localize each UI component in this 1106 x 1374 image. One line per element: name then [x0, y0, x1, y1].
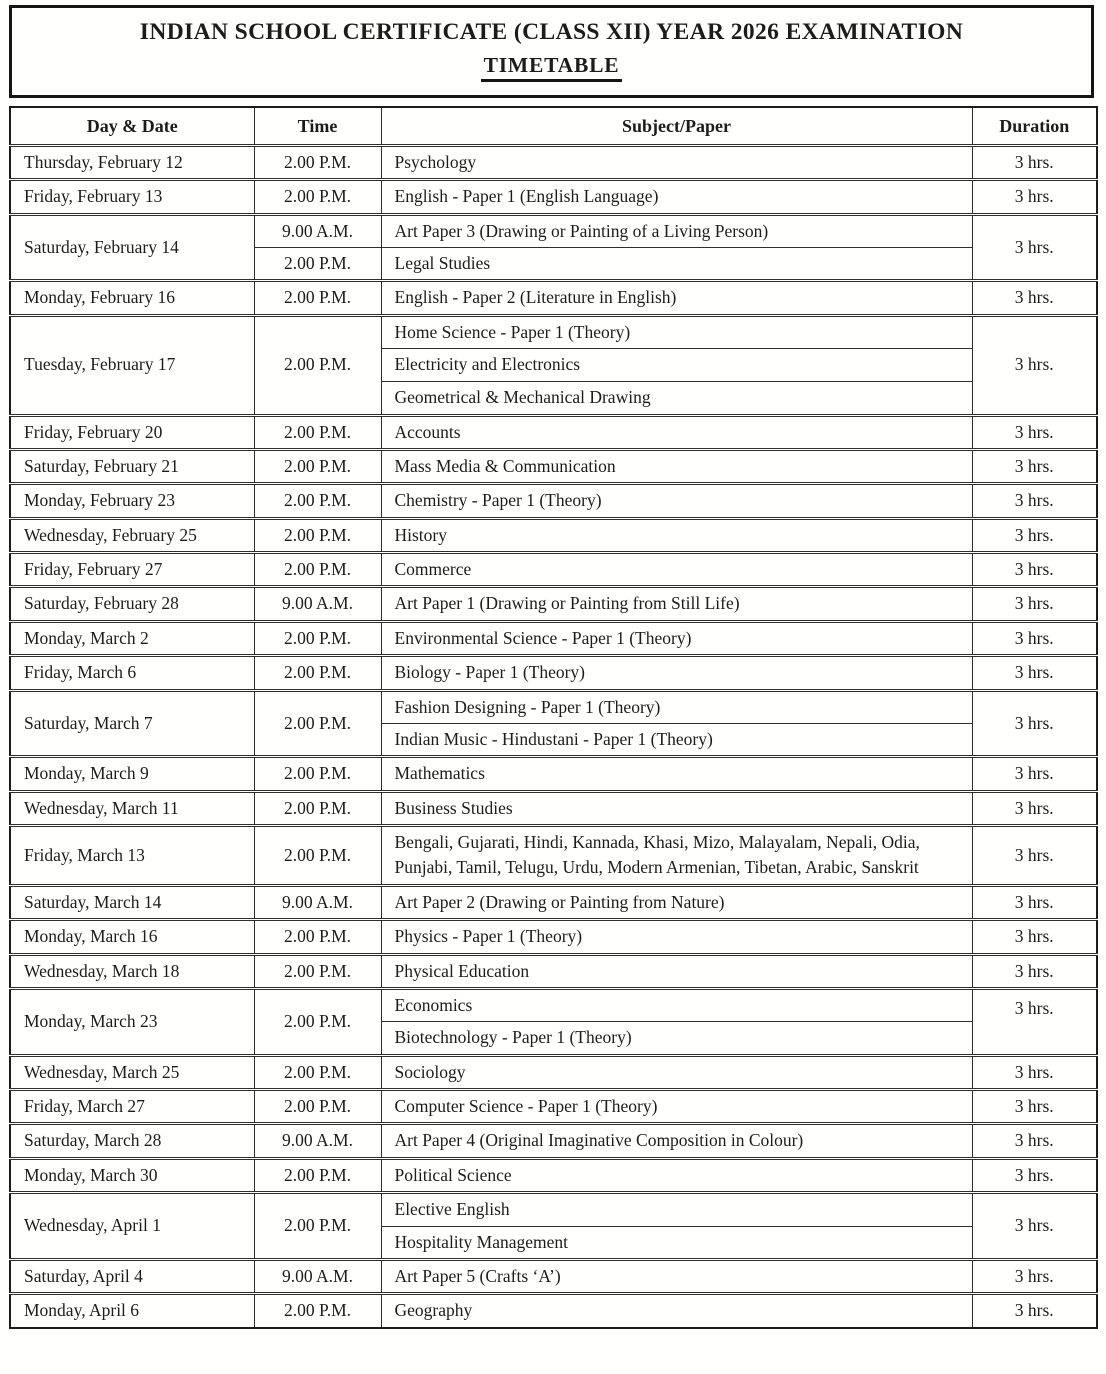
subject-cell: Hospitality Management	[381, 1226, 972, 1259]
document-subtitle: TIMETABLE	[481, 53, 623, 82]
table-row	[10, 656, 1097, 690]
duration-cell: 3 hrs.	[972, 214, 1097, 281]
duration-cell: 3 hrs.	[972, 1055, 1097, 1089]
duration-cell: 3 hrs.	[972, 1294, 1097, 1328]
time-cell: 2.00 P.M.	[254, 145, 381, 179]
subject-cell: Mathematics	[381, 757, 972, 791]
subject-cell: Biotechnology - Paper 1 (Theory)	[381, 1022, 972, 1055]
column-header: Day & Date	[10, 107, 254, 145]
table-row	[10, 1259, 1097, 1293]
date-cell: Monday, March 16	[10, 920, 254, 954]
table-row	[10, 553, 1097, 587]
date-cell: Wednesday, March 11	[10, 791, 254, 825]
table-row	[10, 690, 1097, 723]
column-header: Time	[254, 107, 381, 145]
subject-cell: Commerce	[381, 553, 972, 587]
subject-cell: Chemistry - Paper 1 (Theory)	[381, 484, 972, 518]
table-row	[10, 621, 1097, 655]
duration-cell: 3 hrs.	[972, 920, 1097, 954]
date-cell: Saturday, February 28	[10, 587, 254, 621]
document-title: INDIAN SCHOOL CERTIFICATE (CLASS XII) YEAR 2026 EXAMINATION	[139, 19, 964, 45]
time-cell: 9.00 A.M.	[254, 587, 381, 621]
date-cell: Monday, March 2	[10, 621, 254, 655]
date-cell: Saturday, March 14	[10, 885, 254, 919]
date-cell: Monday, March 30	[10, 1158, 254, 1192]
duration-cell: 3 hrs.	[972, 1090, 1097, 1124]
table-body	[10, 145, 1097, 1327]
subject-cell: Economics	[381, 988, 972, 1021]
subject-cell: English - Paper 1 (English Language)	[381, 180, 972, 214]
time-cell: 2.00 P.M.	[254, 248, 381, 281]
time-cell: 2.00 P.M.	[254, 757, 381, 791]
date-cell: Wednesday, February 25	[10, 518, 254, 552]
subject-cell: Art Paper 1 (Drawing or Painting from Still Life)	[381, 587, 972, 621]
duration-cell: 3 hrs.	[972, 553, 1097, 587]
table-header	[10, 107, 1097, 145]
subject-cell: Physics - Paper 1 (Theory)	[381, 920, 972, 954]
time-cell: 2.00 P.M.	[254, 621, 381, 655]
table-row	[10, 180, 1097, 214]
subject-cell: Geometrical & Mechanical Drawing	[381, 382, 972, 415]
time-cell: 2.00 P.M.	[254, 1158, 381, 1192]
subject-cell: Fashion Designing - Paper 1 (Theory)	[381, 690, 972, 723]
date-cell: Saturday, February 21	[10, 449, 254, 483]
time-cell: 2.00 P.M.	[254, 791, 381, 825]
subject-cell: Sociology	[381, 1055, 972, 1089]
subject-cell: Art Paper 4 (Original Imaginative Composition in Colour)	[381, 1124, 972, 1158]
date-cell: Friday, February 27	[10, 553, 254, 587]
table-row	[10, 757, 1097, 791]
time-cell: 9.00 A.M.	[254, 1124, 381, 1158]
subject-cell: Home Science - Paper 1 (Theory)	[381, 315, 972, 348]
time-cell: 2.00 P.M.	[254, 449, 381, 483]
subtitle-row	[22, 53, 1081, 82]
duration-cell: 3 hrs.	[972, 518, 1097, 552]
time-cell: 2.00 P.M.	[254, 920, 381, 954]
table-row	[10, 449, 1097, 483]
duration-cell: 3 hrs.	[972, 621, 1097, 655]
date-cell: Monday, April 6	[10, 1294, 254, 1328]
date-cell: Thursday, February 12	[10, 145, 254, 179]
date-cell: Saturday, March 7	[10, 690, 254, 757]
subject-cell: Psychology	[381, 145, 972, 179]
table-row	[10, 484, 1097, 518]
table-row	[10, 1294, 1097, 1328]
table-row	[10, 1158, 1097, 1192]
table-row	[10, 415, 1097, 449]
subject-cell: Elective English	[381, 1193, 972, 1226]
title-box	[9, 5, 1094, 98]
table-row	[10, 587, 1097, 621]
duration-cell: 3 hrs.	[972, 587, 1097, 621]
subject-cell: Art Paper 5 (Crafts ‘A’)	[381, 1259, 972, 1293]
exam-timetable	[9, 106, 1098, 1328]
date-cell: Wednesday, March 25	[10, 1055, 254, 1089]
date-cell: Friday, February 13	[10, 180, 254, 214]
subject-cell: Art Paper 2 (Drawing or Painting from Nature)	[381, 885, 972, 919]
duration-cell: 3 hrs.	[972, 1193, 1097, 1260]
time-cell: 2.00 P.M.	[254, 1090, 381, 1124]
table-row	[10, 826, 1097, 886]
time-cell: 2.00 P.M.	[254, 484, 381, 518]
column-header: Duration	[972, 107, 1097, 145]
time-cell: 2.00 P.M.	[254, 518, 381, 552]
table-row	[10, 281, 1097, 315]
header-row	[10, 107, 1097, 145]
duration-cell: 3 hrs.	[972, 180, 1097, 214]
table-row	[10, 214, 1097, 247]
subject-cell: Electricity and Electronics	[381, 349, 972, 382]
time-cell: 2.00 P.M.	[254, 415, 381, 449]
duration-cell: 3 hrs.	[972, 690, 1097, 757]
time-cell: 2.00 P.M.	[254, 690, 381, 757]
duration-cell: 3 hrs.	[972, 826, 1097, 886]
duration-cell: 3 hrs.	[972, 1124, 1097, 1158]
time-cell: 9.00 A.M.	[254, 214, 381, 247]
time-cell: 2.00 P.M.	[254, 954, 381, 988]
table-row	[10, 1193, 1097, 1226]
subject-cell: History	[381, 518, 972, 552]
time-cell: 2.00 P.M.	[254, 826, 381, 886]
time-cell: 9.00 A.M.	[254, 1259, 381, 1293]
date-cell: Saturday, February 14	[10, 214, 254, 281]
date-cell: Friday, March 27	[10, 1090, 254, 1124]
subject-cell: Legal Studies	[381, 248, 972, 281]
duration-cell: 3 hrs.	[972, 145, 1097, 179]
table-row	[10, 518, 1097, 552]
time-cell: 2.00 P.M.	[254, 281, 381, 315]
subject-cell: Business Studies	[381, 791, 972, 825]
duration-cell: 3 hrs.	[972, 656, 1097, 690]
subject-cell: Bengali, Gujarati, Hindi, Kannada, Khasi, Mizo, Malayalam, Nepali, Odia, Punjabi, Tamil, Telugu, Urdu, Modern Armenian, Tibetan, Arabic, Sanskrit	[381, 826, 972, 886]
date-cell: Friday, March 6	[10, 656, 254, 690]
duration-cell: 3 hrs.	[972, 757, 1097, 791]
time-cell: 2.00 P.M.	[254, 1055, 381, 1089]
date-cell: Monday, March 9	[10, 757, 254, 791]
table-row	[10, 988, 1097, 1021]
time-cell: 2.00 P.M.	[254, 1193, 381, 1260]
time-cell: 2.00 P.M.	[254, 656, 381, 690]
subject-cell: Environmental Science - Paper 1 (Theory)	[381, 621, 972, 655]
date-cell: Saturday, March 28	[10, 1124, 254, 1158]
duration-cell: 3 hrs.	[972, 315, 1097, 415]
date-cell: Monday, March 23	[10, 988, 254, 1055]
duration-cell: 3 hrs.	[972, 954, 1097, 988]
time-cell: 2.00 P.M.	[254, 180, 381, 214]
subject-cell: Political Science	[381, 1158, 972, 1192]
table-row	[10, 1090, 1097, 1124]
table-row	[10, 1124, 1097, 1158]
table-row	[10, 145, 1097, 179]
duration-cell: 3 hrs.	[972, 1158, 1097, 1192]
table-row	[10, 315, 1097, 348]
table-row	[10, 885, 1097, 919]
subject-cell: Accounts	[381, 415, 972, 449]
duration-cell: 3 hrs.	[972, 885, 1097, 919]
duration-cell: 3 hrs.	[972, 791, 1097, 825]
column-header: Subject/Paper	[381, 107, 972, 145]
duration-cell: 3 hrs.	[972, 449, 1097, 483]
subject-cell: Computer Science - Paper 1 (Theory)	[381, 1090, 972, 1124]
subject-cell: Art Paper 3 (Drawing or Painting of a Living Person)	[381, 214, 972, 247]
date-cell: Friday, March 13	[10, 826, 254, 886]
duration-cell: 3 hrs.	[972, 281, 1097, 315]
table-row	[10, 1055, 1097, 1089]
subject-cell: English - Paper 2 (Literature in English)	[381, 281, 972, 315]
table-row	[10, 920, 1097, 954]
time-cell: 2.00 P.M.	[254, 315, 381, 415]
table-row	[10, 791, 1097, 825]
subject-cell: Geography	[381, 1294, 972, 1328]
date-cell: Tuesday, February 17	[10, 315, 254, 415]
date-cell: Monday, February 23	[10, 484, 254, 518]
date-cell: Friday, February 20	[10, 415, 254, 449]
time-cell: 2.00 P.M.	[254, 1294, 381, 1328]
duration-cell: 3 hrs.	[972, 415, 1097, 449]
subject-cell: Biology - Paper 1 (Theory)	[381, 656, 972, 690]
time-cell: 9.00 A.M.	[254, 885, 381, 919]
date-cell: Saturday, April 4	[10, 1259, 254, 1293]
subject-cell: Mass Media & Communication	[381, 449, 972, 483]
subject-cell: Indian Music - Hindustani - Paper 1 (Theory)	[381, 723, 972, 756]
date-cell: Monday, February 16	[10, 281, 254, 315]
time-cell: 2.00 P.M.	[254, 553, 381, 587]
duration-cell: 3 hrs.	[972, 484, 1097, 518]
date-cell: Wednesday, April 1	[10, 1193, 254, 1260]
time-cell: 2.00 P.M.	[254, 988, 381, 1055]
duration-cell: 3 hrs.	[972, 988, 1097, 1055]
subject-cell: Physical Education	[381, 954, 972, 988]
duration-cell: 3 hrs.	[972, 1259, 1097, 1293]
table-row	[10, 954, 1097, 988]
date-cell: Wednesday, March 18	[10, 954, 254, 988]
